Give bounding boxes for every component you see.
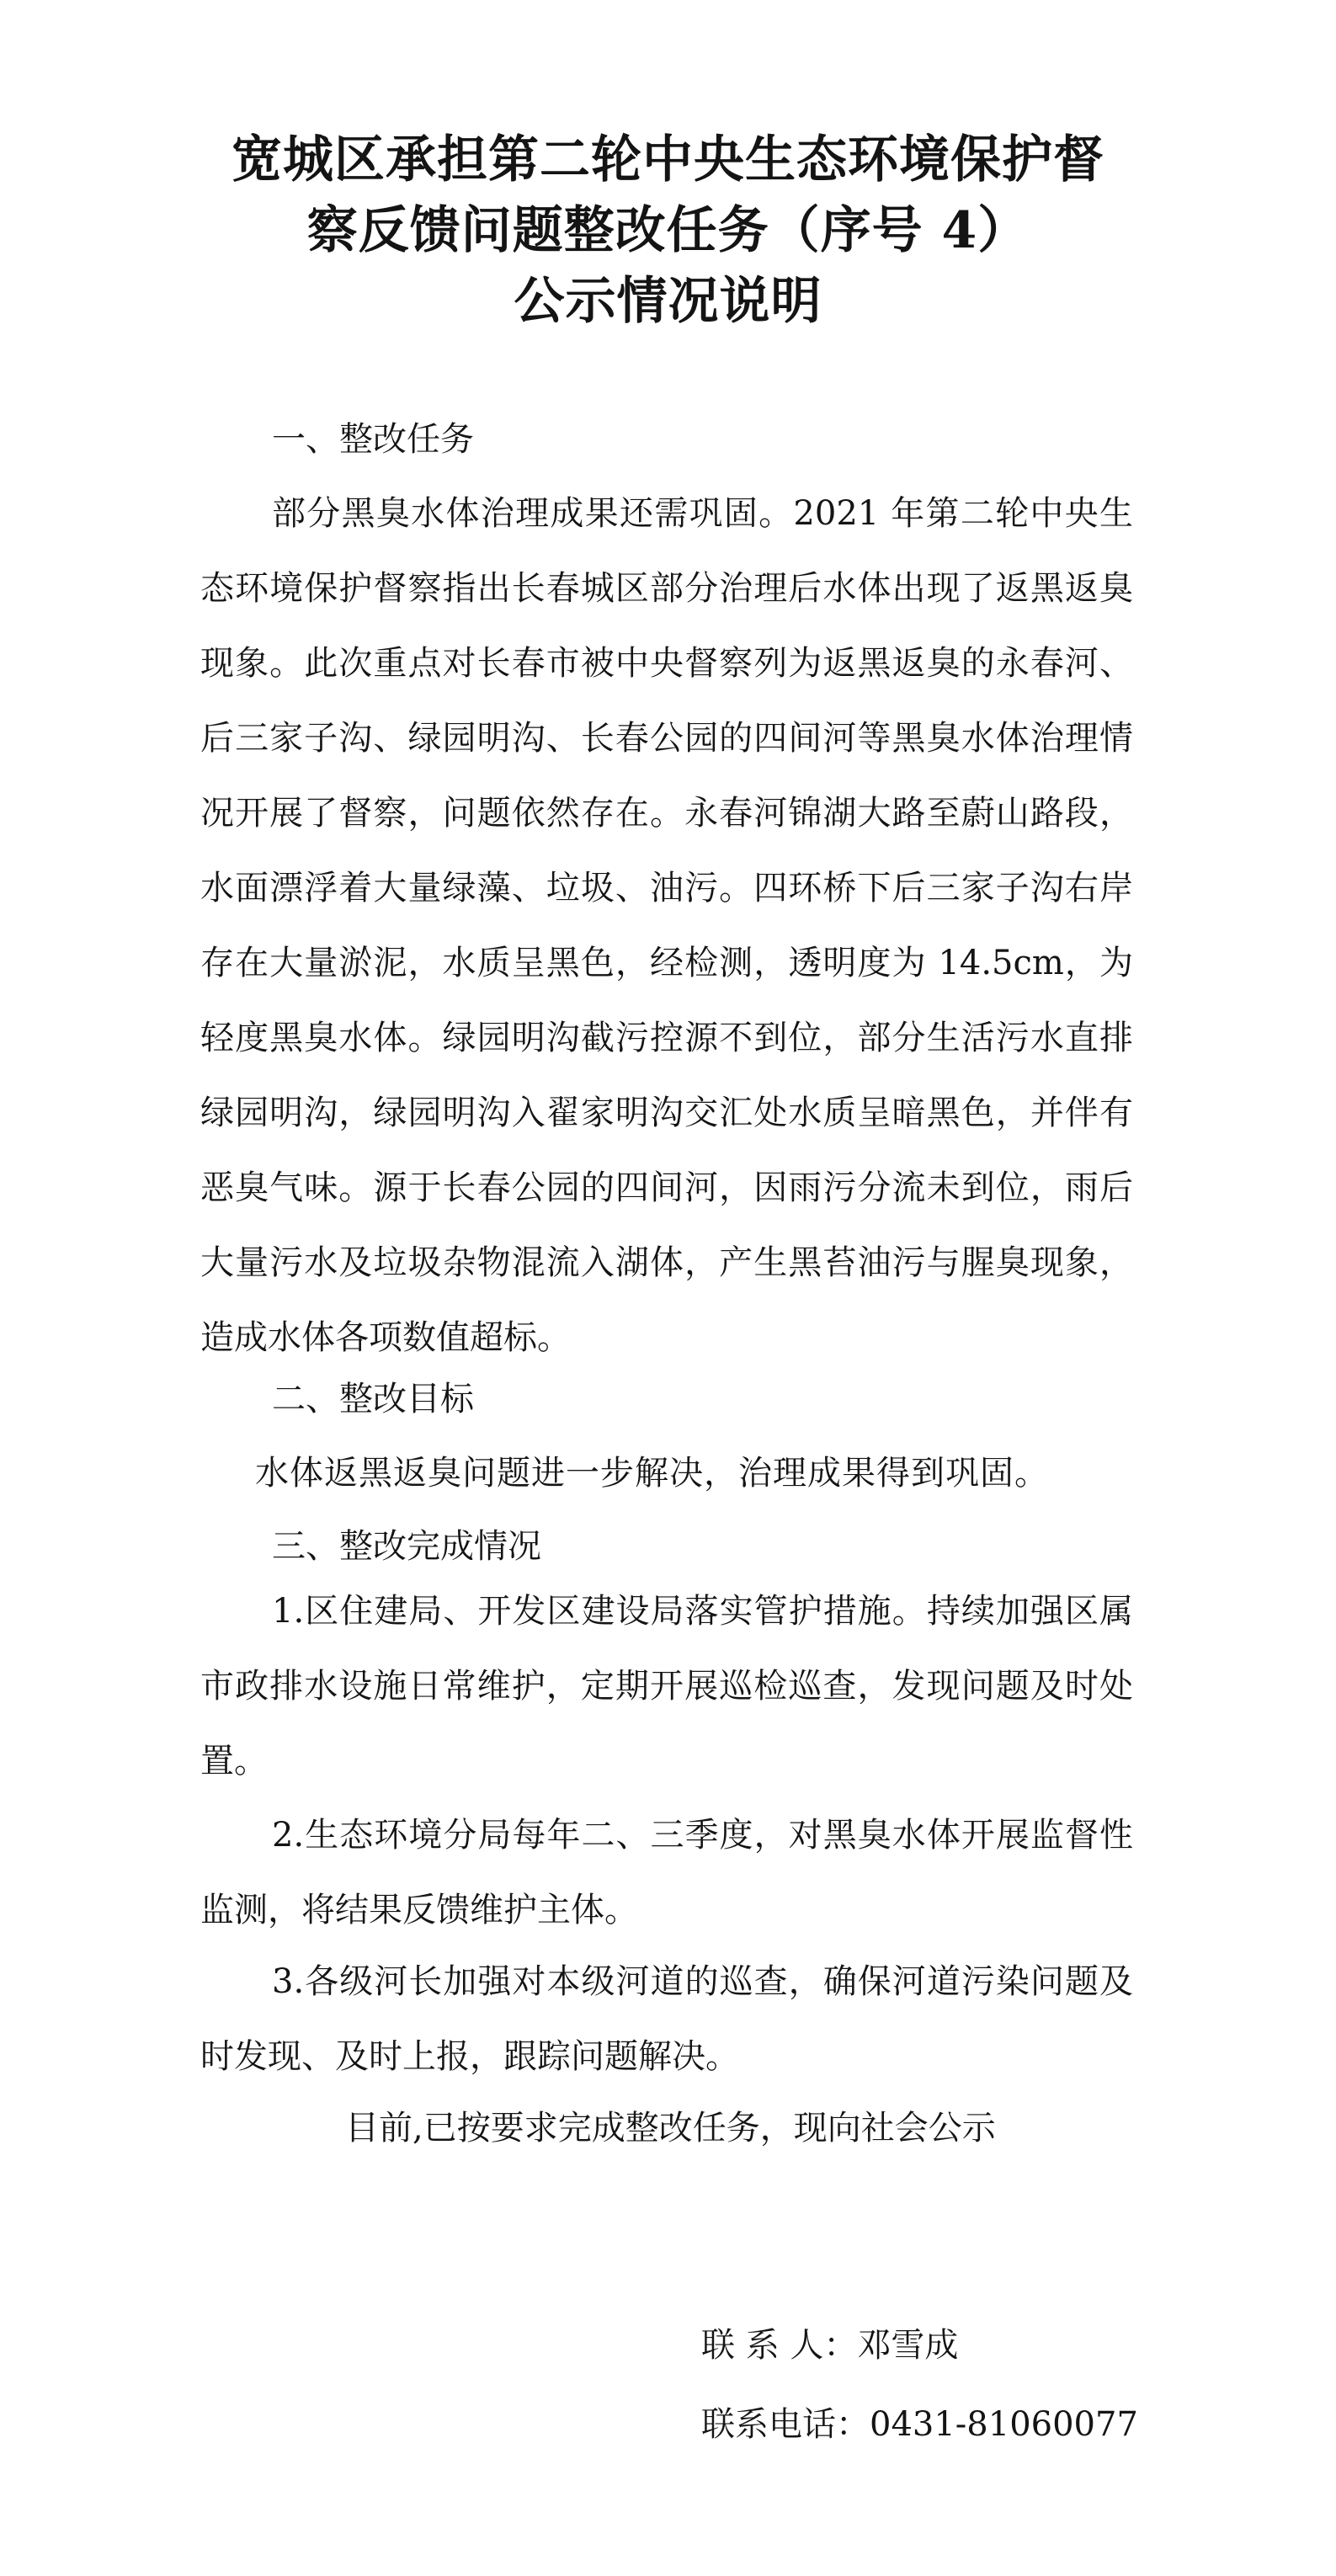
section-3-item-1	[200, 1574, 1133, 1799]
section-3-item-3	[200, 1945, 1133, 2094]
title-line-1: 宽城区承担第二轮中央生态环境保护督	[232, 130, 1104, 189]
title-line-3: 公示情况说明	[514, 272, 822, 331]
contact-phone: 联系电话：0431-81060077	[701, 2405, 1138, 2444]
title-line-2: 察反馈问题整改任务（序号 4）	[306, 201, 1030, 260]
section-2-heading: 二、整改目标	[272, 1380, 474, 1418]
section-3-item-1-text: 1.区住建局、开发区建设局落实管护措施。持续加强区属市政排水设施日常维护，定期开展巡检巡查，发现问题及时处置。	[200, 1592, 1133, 1780]
section-1-body	[200, 476, 1133, 1376]
section-1-heading: 一、整改任务	[272, 420, 474, 459]
section-3-item-3-text: 3.各级河长加强对本级河道的巡查，确保河道污染问题及时发现、及时上报，跟踪问题解决。	[200, 1962, 1133, 2076]
section-1-paragraph: 部分黑臭水体治理成果还需巩固。2021 年第二轮中央生态环境保护督察指出长春城区部分治理后水体出现了返黑返臭现象。此次重点对长春市被中央督察列为返黑返臭的永春河、后三家子沟、绿园明沟、长春公园的四间河等黑臭水体治理情况开展了督察，问题依然存在。永春河锦湖大路至蔚山路段，水面漂浮着大量绿藻、垃圾、油污。四环桥下后三家子沟右岸存在大量淤泥，水质呈黑色，经检测，透明度为 14.5cm，为轻度黑臭水体。绿园明沟截污控源不到位，部分生活污水直排绿园明沟，绿园明沟入翟家明沟交汇处水质呈暗黑色，并伴有恶臭气味。源于长春公园的四间河，因雨污分流未到位，雨后大量污水及垃圾杂物混流入湖体，产生黑苔油污与腥臭现象，造成水体各项数值超标。	[200, 494, 1133, 1357]
document-title	[168, 125, 1168, 337]
section-3-item-2	[200, 1798, 1133, 1948]
section-2-body: 水体返黑返臭问题进一步解决，治理成果得到巩固。	[255, 1454, 1049, 1493]
contact-person: 联 系 人：邓雪成	[701, 2326, 959, 2365]
section-3-item-2-text: 2.生态环境分局每年二、三季度，对黑臭水体开展监督性监测，将结果反馈维护主体。	[200, 1816, 1133, 1929]
section-3-heading: 三、整改完成情况	[272, 1527, 541, 1566]
closing-statement: 目前,已按要求完成整改任务，现向社会公示	[345, 2109, 996, 2148]
